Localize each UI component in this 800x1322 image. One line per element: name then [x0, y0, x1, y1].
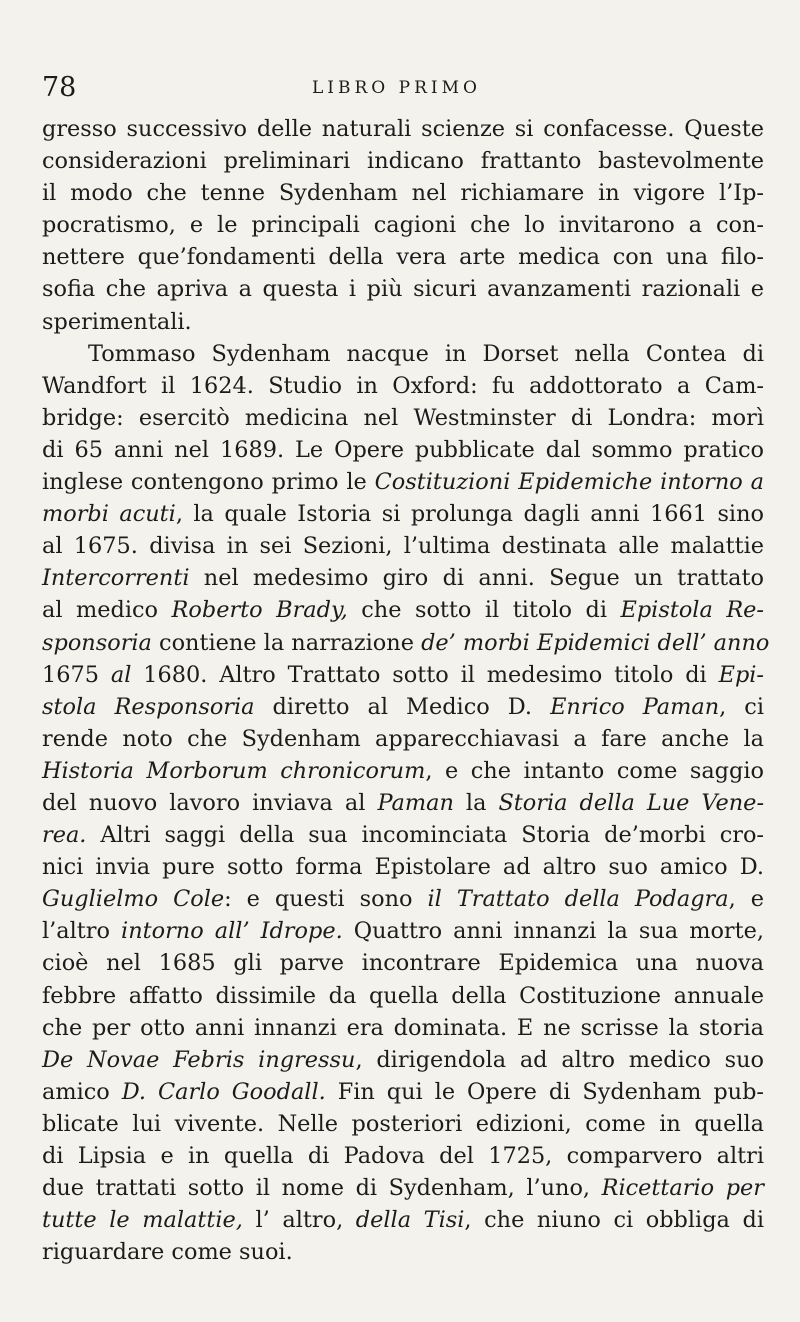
text-segment: febbre affatto dissimile da quella della Costituzione annuale	[42, 982, 764, 1009]
text-segment: amico	[42, 1078, 122, 1105]
text-line	[42, 113, 764, 145]
text-segment: Fin qui le Opere di Sydenham pub-	[325, 1078, 764, 1105]
text-segment: sperimentali.	[42, 308, 192, 335]
text-segment: pocratismo, e le principali cagioni che lo invitarono a con-	[42, 212, 764, 239]
italic-text: rea.	[42, 822, 87, 849]
text-line	[42, 466, 764, 498]
italic-text: morbi acuti	[42, 501, 176, 528]
text-line	[42, 1172, 764, 1204]
text-segment: blicate lui vivente. Nelle posteriori edizioni, come in quella	[42, 1110, 764, 1137]
text-line	[42, 1140, 764, 1172]
italic-text: tutte le malattie,	[42, 1207, 243, 1234]
text-line	[42, 980, 764, 1012]
text-segment: riguardare come suoi.	[42, 1239, 293, 1266]
body-text	[42, 113, 770, 1268]
text-line	[42, 241, 764, 273]
text-segment: che per otto anni innanzi era dominata. E ne scrisse la storia	[42, 1014, 764, 1041]
text-segment: , e	[728, 886, 764, 913]
text-segment: considerazioni preliminari indicano frattanto bastevolmente	[42, 148, 764, 175]
page-number: 78	[42, 72, 77, 103]
text-segment: Altri saggi della sua incominciata Storia de’morbi cro-	[86, 822, 764, 849]
text-segment: al 1675. divisa in sei Sezioni, l’ultima destinata alle malattie	[42, 533, 764, 560]
text-segment: rende noto che Sydenham apparecchiavasi a fare anche la	[42, 725, 764, 752]
italic-text: intorno all’ Idrope.	[121, 918, 343, 945]
text-segment: nel medesimo giro di anni. Segue un trattato	[189, 565, 764, 592]
text-line	[42, 402, 764, 434]
text-segment: al medico	[42, 597, 172, 624]
text-segment: bridge: esercitò medicina nel Westminster di Londra: morì	[42, 404, 764, 431]
text-line	[42, 145, 764, 177]
text-segment: di Lipsia e in quella di Padova del 1725, comparvero altri	[42, 1143, 764, 1169]
text-segment: l’ altro,	[242, 1207, 356, 1234]
text-segment: , ci	[719, 693, 765, 720]
italic-text: il Trattato della Podagra	[427, 886, 729, 913]
text-segment: la	[453, 789, 499, 816]
text-segment: 1675	[42, 661, 111, 688]
text-line	[42, 947, 764, 979]
text-line	[42, 755, 764, 787]
text-line	[42, 177, 764, 209]
text-line	[42, 370, 764, 402]
text-segment: diretto al Medico D.	[254, 693, 551, 720]
italic-text: al	[110, 661, 132, 688]
text-segment: , la quale Istoria si prolunga dagli anni 1661 sino	[175, 501, 764, 528]
text-line	[42, 819, 764, 851]
italic-text: Ricettario per	[601, 1175, 764, 1202]
text-segment: inglese contengono primo le	[42, 469, 375, 496]
text-segment: sofia che apriva a questa i più sicuri avanzamenti razionali e	[42, 276, 764, 303]
text-line	[42, 1204, 764, 1236]
text-segment: , e che intanto come saggio	[425, 757, 764, 784]
text-segment: : e questi sono	[224, 886, 428, 913]
italic-text: della Tisi	[355, 1207, 465, 1234]
italic-text: Epi-	[718, 661, 764, 688]
italic-text: Intercorrenti	[42, 565, 190, 592]
text-segment: Tommaso Sydenham nacque in Dorset nella Contea di	[88, 340, 764, 367]
text-line	[42, 851, 764, 883]
text-segment: nici invia pure sotto forma Epistolare ad altro suo amico D.	[42, 854, 764, 881]
italic-text: Enrico Paman	[550, 693, 720, 720]
text-segment: di 65 anni nel 1689. Le Opere pubblicate dal sommo pratico	[42, 436, 764, 463]
text-line	[42, 723, 764, 755]
text-line	[42, 594, 764, 626]
italic-text: De Novae Febris ingressu	[42, 1046, 356, 1073]
text-line	[42, 915, 764, 947]
text-line	[42, 562, 764, 594]
text-line	[42, 530, 764, 562]
italic-text: D. Carlo Goodall.	[121, 1078, 326, 1105]
text-line	[42, 787, 764, 819]
italic-text: Paman	[377, 789, 454, 816]
text-line	[42, 1044, 764, 1076]
text-segment: due trattati sotto il nome di Sydenham, l’uno,	[42, 1175, 602, 1202]
italic-text: sponsoria	[42, 629, 152, 656]
running-title: LIBRO PRIMO	[312, 78, 481, 98]
text-segment: cioè nel 1685 gli parve incontrare Epidemica una nuova	[42, 950, 764, 977]
text-line	[42, 498, 764, 530]
italic-text: Costituzioni Epidemiche intorno a	[374, 469, 764, 496]
text-segment: Wandfort il 1624. Studio in Oxford: fu addottorato a Cam-	[42, 372, 764, 399]
text-segment: l’altro	[42, 918, 122, 945]
text-segment: gresso successivo delle naturali scienze si confacesse. Queste	[42, 116, 764, 142]
text-line	[42, 659, 764, 691]
text-line	[42, 209, 764, 241]
text-line	[42, 691, 764, 723]
text-line	[42, 1108, 764, 1140]
text-line	[42, 338, 764, 370]
italic-text: Storia della Lue Vene-	[498, 789, 765, 816]
text-segment: , che niuno ci obbliga di	[464, 1207, 764, 1234]
text-line	[42, 627, 770, 659]
italic-text: Epistola Re-	[620, 597, 764, 624]
italic-text: Guglielmo Cole	[42, 886, 225, 913]
text-segment: Quattro anni innanzi la sua morte,	[342, 918, 764, 945]
text-segment: 1680. Altro Trattato sotto il medesimo titolo di	[131, 661, 719, 688]
text-line	[42, 1076, 764, 1108]
text-line	[42, 1012, 764, 1044]
text-line	[42, 273, 764, 305]
text-segment: del nuovo lavoro inviava al	[42, 789, 378, 816]
italic-text: Historia Morborum chronicorum	[42, 757, 426, 784]
text-line	[42, 434, 764, 466]
text-segment: il modo che tenne Sydenham nel richiamare in vigore l’Ip-	[42, 180, 764, 207]
text-segment: , dirigendola ad altro medico suo	[355, 1046, 764, 1073]
text-line	[42, 306, 764, 338]
page-header	[42, 72, 760, 112]
text-line	[42, 883, 764, 915]
italic-text: de’ morbi Epidemici dell’ anno	[421, 629, 770, 656]
text-line	[42, 1236, 764, 1268]
text-segment: nettere que’fondamenti della vera arte medica con una filo-	[42, 244, 764, 271]
italic-text: stola Responsoria	[42, 693, 255, 720]
italic-text: Roberto Brady,	[171, 597, 348, 624]
text-segment: contiene la narrazione	[151, 629, 422, 656]
text-segment: che sotto il titolo di	[347, 597, 621, 624]
